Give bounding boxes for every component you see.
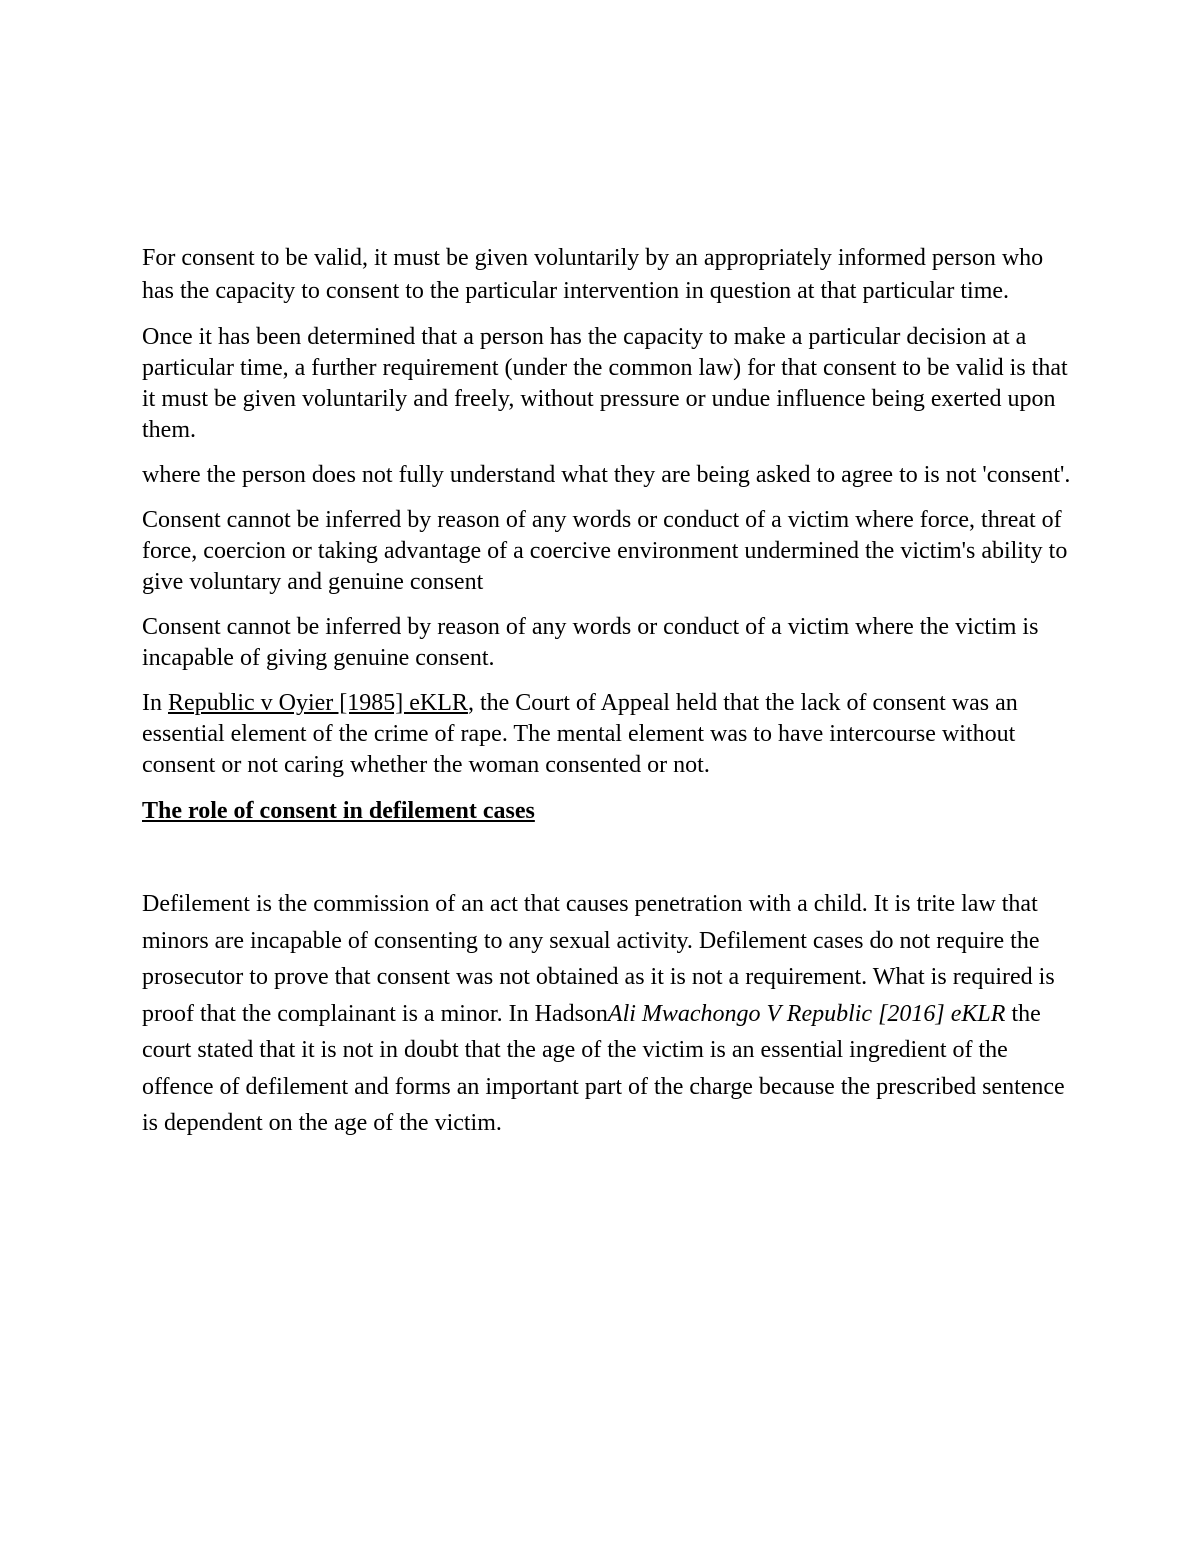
paragraph-coercion: Consent cannot be inferred by reason of any words or conduct of a victim where force, threat of force, coercion or taking advantage of a coercive environment undermined the victim's ability to give voluntary and genuine consent [142,507,1068,595]
defilement-text-part2: the court stated that it is not in doubt that the age of the victim is an essential ingredient of the offence of defilement and forms an important part of the charge because the prescribed sentence is dependent on the age of the victim. [142,1000,1065,1136]
blank-line [142,828,1072,886]
document-body [142,242,1072,1156]
case-reference-oyier: Republic v Oyier [1985] eKLR [168,690,468,716]
paragraph-defilement [142,886,1072,1142]
paragraph-incapable: Consent cannot be inferred by reason of any words or conduct of a victim where the victim is incapable of giving genuine consent. [142,614,1039,671]
section-heading-defilement: The role of consent in defilement cases [142,798,535,824]
paragraph-oyier-case [142,688,1072,781]
case-intro-text: In [142,690,168,716]
paragraph-understanding: where the person does not fully understand what they are being asked to agree to is not 'consent'. [142,462,1071,488]
paragraph-voluntary-consent: Once it has been determined that a person has the capacity to make a particular decision at a particular time, a further requirement (under the common law) for that consent to be valid is that it must be given voluntarily and freely, without pressure or undue influence being exerted upon them. [142,324,1068,443]
case-holding-text: , the Court of Appeal held that the lack of consent was an essential element of the crime of rape. The mental element was to have intercourse without consent or not caring whether the woman consented or not. [142,690,1018,778]
paragraph-valid-consent: For consent to be valid, it must be given voluntarily by an appropriately informed person who has the capacity to consent to the particular intervention in question at that particular time. [142,245,1044,304]
case-reference-mwachongo: Ali Mwachongo V Republic [2016] eKLR [607,1000,1006,1027]
defilement-text-part1: Defilement is the commission of an act that causes penetration with a child. It is trite law that minors are incapable of consenting to any sexual activity. Defilement cases do not require the prosecutor to prove that consent was not obtained as it is not a requirement. What is required is proof that the complainant is a minor. In Hadson [142,891,1055,1027]
